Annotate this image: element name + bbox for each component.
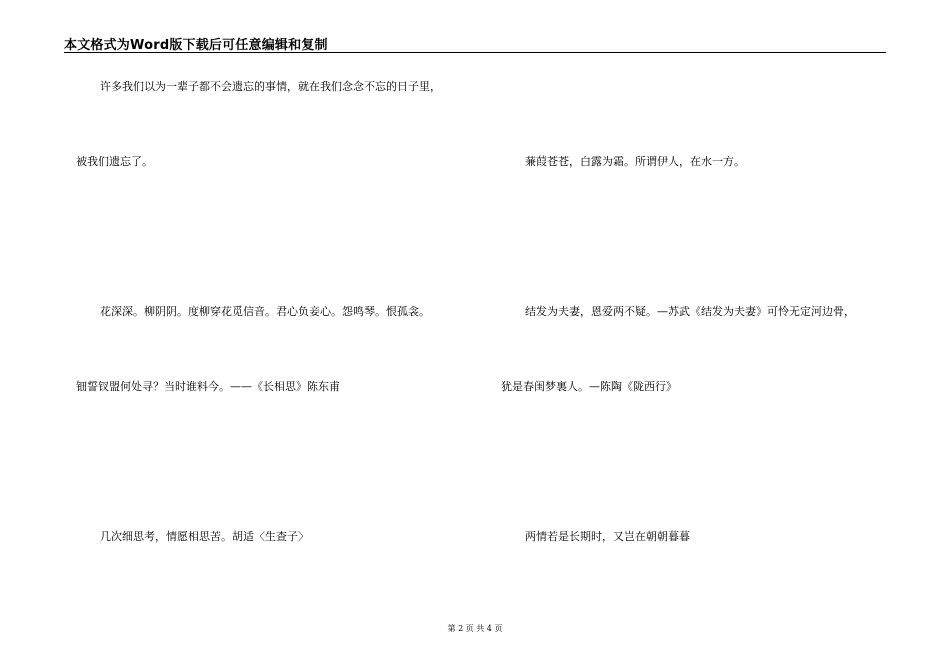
left-text-line-3: 花深深。柳阴阴。度柳穿花觅信音。君心负妾心。怨鸣琴。恨孤衾。 [100,305,430,318]
right-text-line-2: 结发为夫妻，恩爱两不疑。—苏武《结发为夫妻》可怜无定河边骨， [525,305,855,318]
left-text-line-4: 钿誓钗盟何处寻？当时谁料今。——《长相思》陈东甫 [76,380,340,393]
right-text-line-3: 犹是春闺梦裏人。—陈陶《陇西行》 [501,380,677,393]
page-number-footer: 第 2 页 共 4 页 [447,624,503,633]
left-text-line-1: 许多我们以为一辈子都不会遗忘的事情，就在我们念念不忘的日子里， [100,80,441,93]
right-text-line-1: 蒹葭苍苍，白露为霜。所谓伊人，在水一方。 [525,155,745,168]
left-text-line-5: 几次细思考，情愿相思苦。胡适〈生查子〉 [100,530,309,543]
document-header-title: 本文格式为Word版下载后可任意编辑和复制 [64,38,328,53]
right-text-line-4: 两情若是长期时，又岂在朝朝暮暮 [525,530,690,543]
left-text-line-2: 被我们遗忘了。 [76,155,153,168]
header-divider [64,52,886,53]
